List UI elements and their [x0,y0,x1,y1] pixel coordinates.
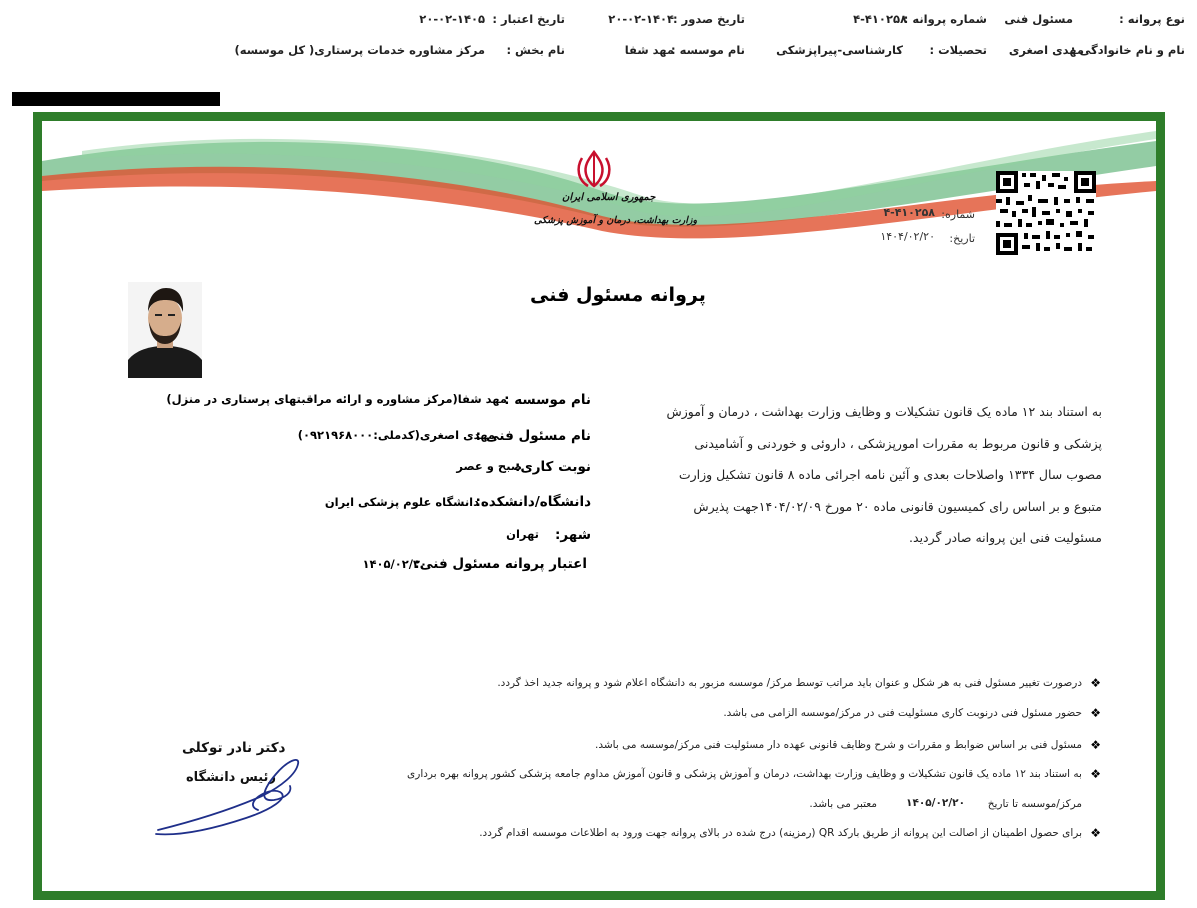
header-issue-date-label: تاریخ صدور : [673,12,745,26]
field-person-value: مهدی اصغری(کدملی:۰۹۲۱۹۶۸۰۰۰) [297,428,495,442]
field-person-label: نام مسئول فنی : [475,428,591,444]
intro-line: مسئولیت فنی این پروانه صادر گردید. [909,530,1102,545]
header-inst-value: مهد شفا [624,43,674,57]
note-bullet-icon: ❖ [1090,706,1101,720]
signer-name: دکتر نادر توکلی [182,740,286,756]
header-name-label: نام و نام خانوادگی : [1070,43,1185,57]
intro-line: متبوع و بر اساس رای کمیسیون قانونی ماده ۲۰ مورخ ۱۴۰۴/۰۲/۰۹جهت پذیرش [693,498,1102,514]
qr-code[interactable] [996,171,1096,255]
header-dept-label: نام بخش : [506,43,565,57]
field-university-value: دانشگاه علوم پزشکی ایران [324,495,479,509]
note-bullet-icon: ❖ [1090,826,1101,840]
field-city-value: تهران [506,527,539,541]
header-dept-value: مرکز مشاوره خدمات پرستاری( کل موسسه) [234,43,485,57]
header-inst-label: نام موسسه : [671,43,745,57]
redaction-bar [12,92,220,106]
note-bullet-icon: ❖ [1090,767,1101,781]
note-4-continued-b: معتبر می باشد. [809,798,877,810]
intro-paragraph [642,396,1102,554]
header-license-type-label: نوع پروانه : [1119,12,1185,26]
field-institution-value: مهد شفا(مرکز مشاوره و ارائه مراقبتهای پرستاری در منزل) [166,392,507,406]
certificate-title: پروانه مسئول فنی [530,284,706,306]
header-name-value: مهدی اصغری [1008,43,1084,57]
header-edu-label: تحصیلات : [929,43,987,57]
header-valid-date-label: تاریخ اعتبار : [492,12,565,26]
note-4: به استناد بند ۱۲ ماده یک قانون تشکیلات و وظایف وزارت بهداشت، درمان و آموزش پزشکی و قانون آموزش مداوم جامعه پزشکی کشور پروانه بهره برداری [407,768,1082,780]
header-license-no-value: ۴-۴۱۰۲۵۸ [853,12,907,26]
emblem-line2: وزارت بهداشت، درمان و آموزش پزشکی [534,215,698,226]
signature-image [150,752,310,842]
intro-line: پزشکی و قانون مربوط به مقررات امورپزشکی ، داروئی و خوردنی و آشامیدنی [694,435,1102,451]
field-shift-label: نوبت کاری: [514,459,591,475]
header-license-no-label: شماره پروانه : [903,12,987,26]
header-license-type-value: مسئول فنی [1004,12,1073,26]
date-label: تاریخ: [949,232,975,245]
header-issue-date-value: ۲۰-۰۲-۱۴۰۴ [608,12,674,26]
field-university-label: دانشگاه/دانشکده: [475,494,591,510]
field-institution-label: نام موسسه : [504,392,591,408]
note-5: برای حصول اطمینان از اصالت این پروانه از طریق بارکد QR (رمزینه) درج شده در بالای پروانه جهت ورود به اطلاعات موسسه اقدام گردد. [479,827,1082,839]
field-shift-value: صبح و عصر [456,459,522,473]
header-edu-value: کارشناسی-پیراپزشکی [776,43,903,57]
note-bullet-icon: ❖ [1090,676,1101,690]
field-validity-label: اعتبار پروانه مسئول فنی: [414,556,587,572]
note-4-date: ۱۴۰۵/۰۲/۲۰ [906,797,965,809]
note-4-continued-a: مرکز/موسسه تا تاریخ [987,798,1082,810]
note-2: حضور مسئول فنی درنوبت کاری مسئولیت فنی در مرکز/موسسه الزامی می باشد. [723,707,1082,719]
note-3: مسئول فنی بر اساس ضوابط و مقررات و شرح وظایف قانونی عهده دار مسئولیت فنی مرکز/موسسه می باشد. [595,739,1082,751]
intro-line: مصوب سال ۱۳۳۴ واصلاحات بعدی و آئین نامه اجرائی ماده ۸ قانون تشکیل وزارت [678,467,1102,482]
number-label: شماره: [941,208,975,221]
emblem-line1: جمهوری اسلامی ایران [562,192,656,203]
holder-photo [128,282,202,378]
iran-emblem-icon [574,148,614,190]
date-value: ۱۴۰۴/۰۲/۲۰ [880,230,935,243]
note-bullet-icon: ❖ [1090,738,1101,752]
field-city-label: شهر: [555,527,591,543]
number-value: ۴-۴۱۰۲۵۸ [883,206,935,219]
field-validity-value: ۱۴۰۵/۰۲/۲۰ [362,557,427,571]
note-1: درصورت تغییر مسئول فنی به هر شکل و عنوان باید مراتب توسط مرکز/ موسسه مزبور به دانشگاه اعلام شود و پروانه جدید اخذ گردد. [497,677,1082,689]
header-valid-date-value: ۲۰-۰۲-۱۴۰۵ [419,12,485,26]
intro-line: به استناد بند ۱۲ ماده یک قانون تشکیلات و وظایف وزارت بهداشت ، درمان و آموزش [666,404,1102,419]
signer-title: رئیس دانشگاه [186,770,276,785]
